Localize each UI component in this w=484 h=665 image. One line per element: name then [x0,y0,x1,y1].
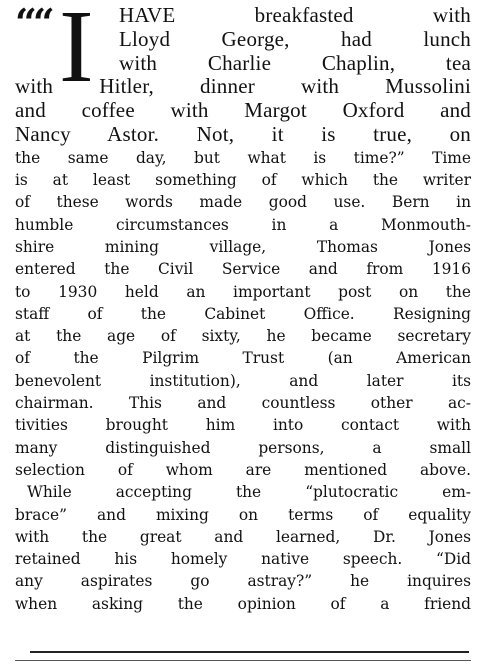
text-line: to 1930 held an important post on the [15,282,471,301]
text-line: with the great and learned, Dr. Jones [15,527,471,546]
text-line: humble circumstances in a Monmouth- [15,215,471,234]
text-line: staff of the Cabinet Office. Resigning [15,304,471,323]
text-line: shire mining village, Thomas Jones [15,237,471,256]
bottom-rule-secondary [15,660,471,661]
text-line: when asking the opinion of a friend [15,594,471,613]
large-line: and coffee with Margot Oxford and [15,99,471,123]
opening-quote-mark: ““ [15,0,51,45]
text-line: benevolent institution), and later its [15,371,471,390]
text-line: any aspirates go astray?” he inquires [15,572,471,591]
text-line: brace” and mixing on terms of equality [15,505,471,524]
drop-cap-letter: I [59,0,94,104]
text-line: retained his homely native speech. “Did [15,550,471,569]
text-line: many distinguished persons, a small [15,438,471,457]
large-line: with Hitler, dinner with Mussolini [15,75,471,99]
text-line: of the Pilgrim Trust (an American [15,349,471,368]
lead-line: with Charlie Chaplin, tea [119,51,471,75]
lead-line: Lloyd George, had lunch [119,27,471,51]
bottom-rule [30,651,469,653]
text-line: selection of whom are mentioned above. [15,460,471,479]
text-line: While accepting the “plutocratic em- [27,483,471,502]
paragraph-1 [15,147,471,481]
large-line: Nancy Astor. Not, it is true, on [15,122,471,146]
article-column [15,0,471,615]
text-line: entered the Civil Service and from 1916 [15,260,471,279]
text-line: is at least something of which the writer [15,171,471,190]
text-line: tivities brought him into contact with [15,416,471,435]
text-line: at the age of sixty, he became secretary [15,327,471,346]
lead-line: HAVE breakfasted with [119,4,471,27]
text-line: of these words made good use. Bern in [15,193,471,212]
paragraph-2 [15,481,471,615]
text-line: the same day, but what is time?” Time [15,148,471,167]
text-line: chairman. This and countless other ac- [15,394,471,413]
